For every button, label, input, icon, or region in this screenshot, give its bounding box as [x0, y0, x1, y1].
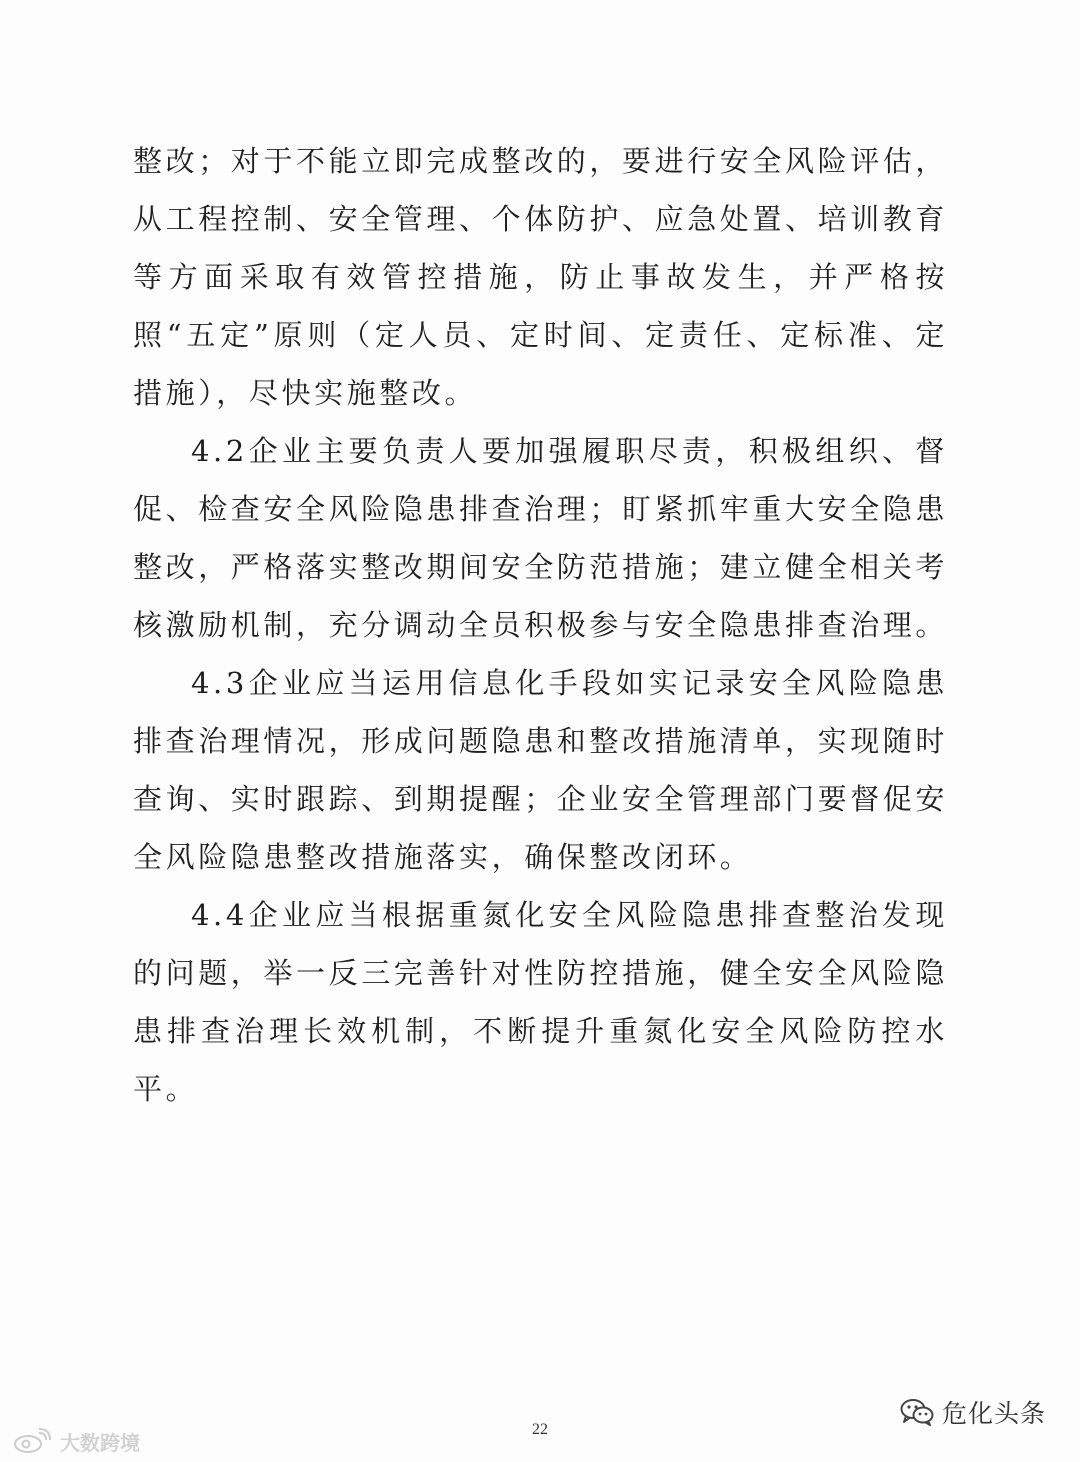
page-number: 22 — [532, 1421, 548, 1438]
weibo-logo-icon — [12, 1428, 52, 1454]
paragraph-4-2: 4.2企业主要负责人要加强履职尽责，积极组织、督促、检查安全风险隐患排查治理；盯紧抓牢重大安全隐患整改，严格落实整改期间安全防范措施；建立健全相关考核激励机制，充分调动全员积极参与安全隐患排查治理。 — [133, 434, 949, 642]
paragraph-4-4: 4.4企业应当根据重氮化安全风险隐患排查整治发现的问题，举一反三完善针对性防控措施，健全安全风险隐患排查治理长效机制，不断提升重氮化安全风险防控水平。 — [133, 898, 949, 1106]
watermark-left-label: 大数跨境 — [60, 1430, 140, 1455]
watermark-left — [12, 1426, 140, 1456]
paragraph-continuation: 整改；对于不能立即完成整改的，要进行安全风险评估，从工程控制、安全管理、个体防护、应急处置、培训教育等方面采取有效管控措施，防止事故发生，并严格按照“五定”原则（定人员、定时间、定责任、定标准、定措施），尽快实施整改。 — [133, 144, 949, 410]
watermark-right-label: 危化头条 — [942, 1399, 1047, 1428]
paragraph-4-3: 4.3企业应当运用信息化手段如实记录安全风险隐患排查治理情况，形成问题隐患和整改措施清单，实现随时查询、实时跟踪、到期提醒；企业安全管理部门要督促安全风险隐患整改措施落实，确保整改闭环。 — [133, 666, 949, 874]
body-text — [133, 132, 948, 1118]
